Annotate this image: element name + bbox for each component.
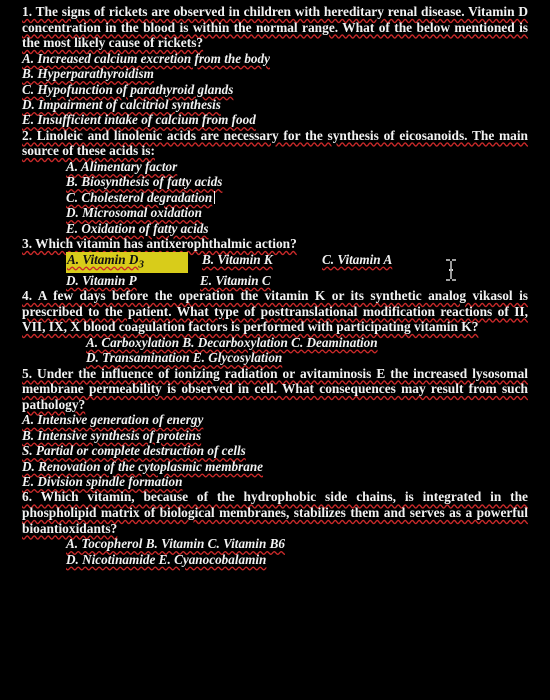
- option-3e[interactable]: E. Vitamin C: [200, 272, 271, 288]
- question-3: 3. Which vitamin has antixerophthalmic action?: [22, 236, 297, 252]
- question-2: 2. Linoleic and linolenic acids are necessary for the synthesis of eicosanoids. The main source of these acids is:: [22, 127, 528, 159]
- option-1a[interactable]: A. Increased calcium excretion from the body: [22, 50, 270, 66]
- option-5d[interactable]: D. Renovation of the cytoplasmic membrane: [22, 458, 264, 474]
- question-1-options: [22, 51, 528, 128]
- option-1c[interactable]: C. Hypofunction of parathyroid glands: [22, 81, 234, 97]
- question-4: 4. A few days before the operation the vitamin K or its synthetic analog vikasol is prescribed to the patient. What type of posttranslational modification reactions of II, VII, IX, X blood coagulation factors is performed with participating vitamin K?: [22, 288, 528, 335]
- option-1b[interactable]: B. Hyperparathyroidism: [22, 66, 154, 82]
- option-2a[interactable]: A. Alimentary factor: [66, 159, 178, 174]
- option-2b[interactable]: B. Biosynthesis of fatty acids: [66, 174, 223, 190]
- question-4-options-row-1[interactable]: A. Carboxylation B. Decarboxylation C. Deamination: [86, 334, 378, 350]
- option-3a-subscript: 3: [138, 258, 144, 271]
- option-5b[interactable]: B. Intensive synthesis of proteins: [22, 427, 202, 443]
- i-beam-cursor-icon: [445, 259, 457, 281]
- option-5s[interactable]: S. Partial or complete destruction of cells: [22, 443, 246, 459]
- option-2c[interactable]: [66, 190, 528, 205]
- question-3-options-row-2: [66, 273, 528, 288]
- option-5a[interactable]: A. Intensive generation of energy: [22, 412, 204, 428]
- option-3b[interactable]: B. Vitamin K: [202, 251, 273, 267]
- text-caret: [214, 191, 215, 204]
- question-5-options: [22, 412, 528, 489]
- question-3-options-row-1: [66, 252, 528, 273]
- option-1e[interactable]: E. Insufficient intake of calcium from food: [22, 112, 256, 128]
- option-3a[interactable]: [66, 252, 188, 273]
- option-2e[interactable]: E. Oxidation of fatty acids: [66, 220, 209, 236]
- option-2d[interactable]: D. Microsomal oxidation: [66, 205, 202, 221]
- question-4-options: [22, 335, 528, 366]
- option-1d[interactable]: D. Impairment of calcitriol synthesis: [22, 97, 221, 112]
- question-6-options: [22, 536, 528, 567]
- option-3c[interactable]: C. Vitamin A: [322, 251, 393, 267]
- question-6-options-row-2[interactable]: D. Nicotinamide E. Cyanocobalamin: [66, 551, 267, 567]
- question-5: 5. Under the influence of ionizing radiation or avitaminosis E the increased lysosomal membrane permeability is observed in cell. What consequences may result from such pathology?: [22, 365, 528, 412]
- question-4-options-row-2[interactable]: D. Transamination E. Glycosylation: [86, 350, 283, 366]
- option-2c-label: C. Cholesterol degradation: [66, 189, 213, 205]
- question-6-options-row-1[interactable]: A. Tocopherol B. Vitamin C. Vitamin B6: [66, 536, 285, 552]
- question-6: 6. Which vitamin, because of the hydrophobic side chains, is integrated in the phospholipid matrix of biological membranes, stabilizes them and serves as a powerful bioantioxidants?: [22, 489, 528, 536]
- option-3d[interactable]: D. Vitamin P: [66, 272, 137, 288]
- option-3a-label: A. Vitamin D: [67, 251, 139, 267]
- option-5e[interactable]: E. Division spindle formation: [22, 474, 183, 490]
- question-2-options: [22, 159, 528, 236]
- question-1: 1. The signs of rickets are observed in children with hereditary renal disease. Vitamin D concentration in the blood is within the normal range. What of the below mentioned is the most likely cause of rickets?: [22, 4, 528, 51]
